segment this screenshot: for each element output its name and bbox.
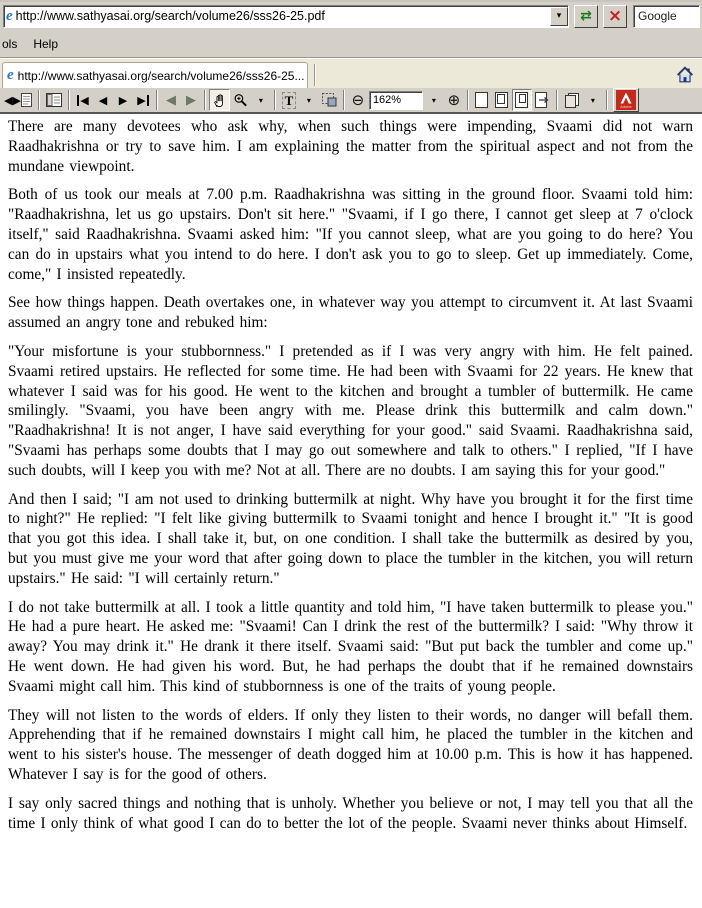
- next-view-icon: ▶: [185, 92, 196, 108]
- hand-icon: [212, 93, 227, 108]
- toolbar-separator: [343, 90, 345, 110]
- menu-item-tools[interactable]: ols: [2, 36, 18, 51]
- menu-bar: [0, 30, 702, 58]
- magnifier-icon: [233, 93, 248, 108]
- zoom-level-input[interactable]: [369, 91, 423, 110]
- toolbar-separator: [156, 90, 158, 110]
- last-page-button[interactable]: [133, 89, 153, 111]
- paragraph: Both of us took our meals at 7.00 p.m. Raadhakrishna was sitting in the ground floor. Svaami told him: "Raadhakrishna, let us go upstairs. Don't sit here." "Svaami, if I go there, I cannot get sleep at 7 o'clock itself," said Raadhakrishna. Svaami asked him: "If you cannot sleep, what are you going to do here? You can do in upstairs what you intend to do here. I don't ask you to go to sleep. Get up immediately. Come, come," I insisted repeatedly.: [8, 186, 693, 283]
- previous-page-button[interactable]: [93, 89, 113, 111]
- continuous-facing-layout-button[interactable]: [512, 89, 532, 111]
- go-arrows-icon: ⇄: [580, 8, 592, 24]
- snapshot-tool-button[interactable]: [319, 89, 340, 111]
- ie-page-icon: e: [6, 7, 13, 24]
- zoom-out-icon: ⊖: [351, 90, 365, 109]
- address-url-text[interactable]: http://www.sathyasai.org/search/volume26/sss26-25.pdf: [15, 9, 325, 23]
- triangle-right-icon: ▶: [12, 93, 21, 107]
- next-page-button[interactable]: [113, 89, 133, 111]
- paragraph: I do not take buttermilk at all. I took a little quantity and told him, "I have taken buttermilk to please you." He had a pure heart. He asked me: "Svaami! Can I drink the rest of the buttermilk? I said: "Why throw it away? You may drink it." He drank it there itself. Svaami said: "But put back the tumbler and come up." He went down. He had given his word. But, he had perhaps the doubt that if he remained downstairs Svaami might call him. This kind of stubbornness is one of the traits of young people.: [8, 598, 693, 695]
- chevron-down-icon: ▾: [258, 95, 263, 105]
- last-page-icon: ▶: [137, 95, 148, 106]
- adobe-label: Adobe: [620, 104, 632, 109]
- toolbar-separator: [204, 90, 206, 110]
- previous-view-icon: ◀: [165, 92, 176, 108]
- toolbar-separator: [606, 90, 608, 110]
- page-tab[interactable]: [2, 62, 308, 88]
- framed-page-icon: [46, 93, 62, 107]
- paragraph: There are many devotees who ask why, when such things were impending, Svaami did not warn Raadhakrishna or try to save him. I am explaining the matter from the spiritual aspect and not from the mundane viewpoint.: [8, 118, 693, 175]
- home-button[interactable]: [672, 62, 698, 86]
- zoom-out-button[interactable]: [348, 89, 368, 111]
- go-button[interactable]: [574, 5, 598, 28]
- address-bar-row: [0, 0, 702, 30]
- snapshot-icon: [322, 93, 337, 107]
- triangle-left-icon: ◀: [4, 93, 13, 107]
- ie-icon: e: [7, 67, 14, 83]
- single-page-layout-button[interactable]: [472, 89, 492, 111]
- toolbar-separator: [38, 90, 40, 110]
- next-view-button[interactable]: [181, 89, 201, 111]
- zoom-in-icon: ⊕: [447, 90, 461, 109]
- chevron-down-icon: ▾: [431, 95, 436, 105]
- continuous-page-icon: [495, 92, 508, 108]
- text-select-dropdown[interactable]: [299, 89, 319, 111]
- adobe-logo-icon: [616, 90, 636, 110]
- single-page-icon: [475, 92, 488, 108]
- zoom-tool-button[interactable]: [230, 89, 251, 111]
- home-icon: [676, 66, 694, 83]
- facing-layout-button[interactable]: [532, 89, 553, 111]
- chevron-down-icon: ▾: [306, 95, 311, 105]
- document-icon: [21, 93, 32, 107]
- pdf-document-view[interactable]: [0, 114, 702, 908]
- tab-bar: [0, 58, 702, 88]
- first-page-button[interactable]: [73, 89, 93, 111]
- paragraph: They will not listen to the words of elders. If only they listen to their words, no danger will befall them. Apprehending that if he remained downstairs I might call him, he placed the tumbler in the kitchen and went to his sister's house. The messenger of death dogged him at 10.00 p.m. This is how it has happened. Whatever I say is for the good of others.: [8, 706, 693, 783]
- pdf-toolbar: [0, 88, 702, 114]
- chevron-down-icon: ▾: [590, 95, 595, 105]
- toolbar-separator: [556, 90, 558, 110]
- paragraph: See how things happen. Death overtakes one, in whatever way you attempt to circumvent it. At last Svaami assumed an angry tone and rebuked him:: [8, 294, 693, 332]
- navigation-pane-toggle-button[interactable]: [1, 89, 35, 111]
- text-select-tool-button[interactable]: [279, 89, 299, 111]
- paragraph: "Your misfortune is your stubbornness." I pretended as if I was very angry with him. He felt pained. Svaami retired upstairs. He reflected for some time. He had been with Svaami for 22 years. He knew that whatever I said was for his good. He went to the kitchen and brought a tumbler of buttermilk. He came smilingly. "Svaami, you have been angry with me. Please drink this buttermilk and calm down." "Raadhakrishna! It is not anger, I have said everything for your good." said Svaami. Raadhakrishna said, "Svaami has perhaps some doubts that I may go out somewhere and talk to others." I replied, "If I have such doubts, will I keep you with me? Not at all. There are no doubts. I am saying this for your good.": [8, 342, 693, 479]
- facing-page-icon: [535, 92, 550, 108]
- continuous-layout-button[interactable]: [492, 89, 512, 111]
- hand-tool-button[interactable]: [209, 89, 230, 111]
- previous-view-button[interactable]: [161, 89, 181, 111]
- zoom-tool-dropdown[interactable]: [251, 89, 271, 111]
- zoom-level-dropdown[interactable]: [424, 89, 444, 111]
- previous-page-icon: ◀: [98, 93, 108, 107]
- text-select-icon: T: [284, 92, 294, 108]
- document-body: [8, 117, 693, 833]
- two-pages-icon: [564, 93, 580, 108]
- menu-item-help[interactable]: Help: [33, 36, 59, 51]
- tab-label: http://www.sathyasai.org/search/volume26/sss26-25...: [17, 68, 305, 83]
- pages-tool-button[interactable]: [561, 89, 583, 111]
- first-page-icon: ◀: [77, 95, 88, 106]
- next-page-icon: ▶: [118, 93, 128, 107]
- chevron-down-icon: ▾: [556, 11, 562, 21]
- close-icon: ×: [607, 5, 623, 26]
- divider: [314, 64, 316, 86]
- google-search-value: Google: [638, 9, 677, 23]
- zoom-level-value: 162%: [372, 94, 402, 106]
- address-field[interactable]: [3, 5, 569, 28]
- stop-button[interactable]: [603, 5, 627, 28]
- address-dropdown-button[interactable]: [550, 7, 568, 26]
- toolbar-separator: [467, 90, 469, 110]
- pages-tool-dropdown[interactable]: [583, 89, 603, 111]
- toolbar-separator: [68, 90, 70, 110]
- zoom-in-button[interactable]: [444, 89, 464, 111]
- toolbar-separator: [274, 90, 276, 110]
- navigation-tabs-button[interactable]: [43, 89, 65, 111]
- paragraph: I say only sacred things and nothing that is unholy. Whether you believe or not, I may tell you that all the time I only think of what good I can do to better the lot of the people. Svaami never thinks about Himself.: [8, 794, 693, 832]
- google-search-input[interactable]: [633, 5, 700, 28]
- adobe-button[interactable]: [613, 88, 639, 112]
- paragraph: And then I said; "I am not used to drinking buttermilk at night. Why have you brought it for the first time to night?" He replied: "I felt like giving buttermilk to Svaami tonight and hence I brought it." "It is good that you got this idea. I shall take it, but, on one condition. I shall take the buttermilk as desired by you, but you must give me your word that after going down to place the tumbler in the kitchen, you will return upstairs." He said: "I will certainly return.": [8, 490, 693, 587]
- continuous-facing-icon: [515, 92, 528, 108]
